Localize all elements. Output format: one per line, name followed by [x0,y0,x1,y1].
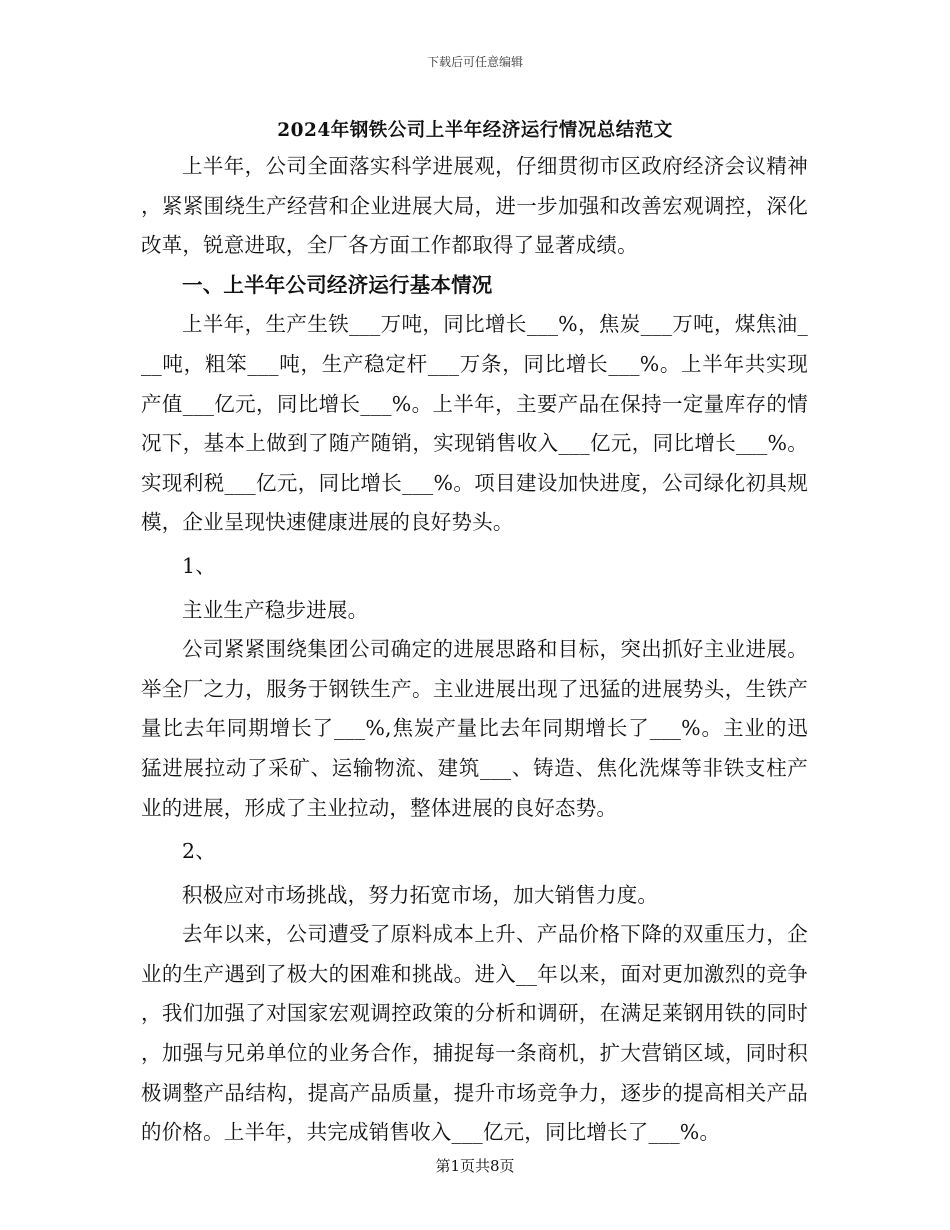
main-production-paragraph: 公司紧紧围绕集团公司确定的进展思路和目标，突出抓好主业进展。举全厂之力，服务于钢铁生产。主业进展出现了迅猛的进展势头，生铁产量比去年同期增长了___%,焦炭产量比去年同期增长了___%。主业的迅猛进展拉动了采矿、运输物流、建筑___、铸造、焦化洗煤等非铁支柱产业的进展，形成了主业拉动，整体进展的良好态势。 [141,637,808,820]
section-heading-overview: 一、上半年公司经济运行基本情况 [182,272,493,297]
subheading-market: 积极应对市场挑战，努力拓宽市场，加大销售力度。 [182,882,659,907]
list-number-1: 1、 [182,553,216,578]
document-title: 2024年钢铁公司上半年经济运行情况总结范文 [277,120,673,141]
market-paragraph: 去年以来，公司遭受了原料成本上升、产品价格下降的双重压力，企业的生产遇到了极大的困难和挑战。进入__年以来，面对更加激烈的竞争，我们加强了对国家宏观调控政策的分析和调研，在满足莱钢用铁的同时，加强与兄弟单位的业务合作，捕捉每一条商机，扩大营销区域，同时积极调整产品结构，提高产品质量，提升市场竞争力，逐步的提高相关产品的价格。上半年，共完成销售收入___亿元，同比增长了___%。 [141,922,808,1145]
subheading-main-production: 主业生产稳步进展。 [182,597,369,622]
page-number: 第1页共8页 [435,1157,515,1175]
overview-paragraph: 上半年，生产生铁___万吨，同比增长___%，焦炭___万吨，煤焦油___吨，粗笨___吨，生产稳定杆___万条，同比增长___%。上半年共实现产值___亿元，同比增长___%。上半年，主要产品在保持一定量库存的情况下，基本上做到了随产随销，实现销售收入___亿元，同比增长___%。实现利税___亿元，同比增长___%。项目建设加快进度，公司绿化初具规模，企业呈现快速健康进展的良好势头。 [141,312,808,535]
list-number-2: 2、 [182,839,216,864]
document-body [141,147,808,1153]
intro-paragraph: 上半年，公司全面落实科学进展观，仔细贯彻市区政府经济会议精神，紧紧围绕生产经营和企业进展大局，进一步加强和改善宏观调控，深化改革，锐意进取，全厂各方面工作都取得了显著成绩。 [141,154,808,258]
header-note: 下载后可任意编辑 [426,55,523,69]
